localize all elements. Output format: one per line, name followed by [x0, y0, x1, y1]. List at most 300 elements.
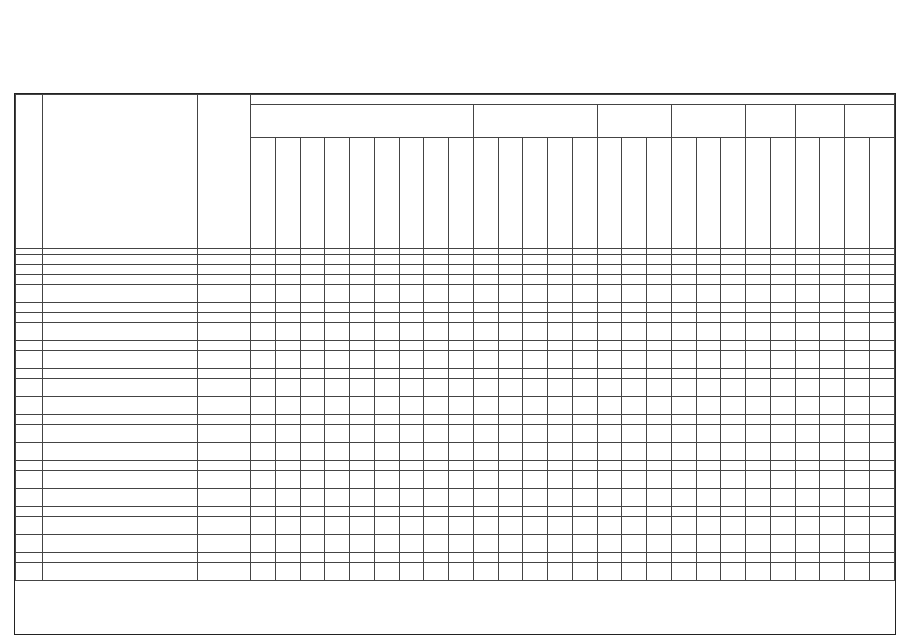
row-value-cell	[424, 313, 449, 323]
row-value-cell	[671, 275, 696, 285]
row-value-cell	[671, 461, 696, 471]
row-value-cell	[845, 415, 870, 425]
row-value-cell	[572, 255, 597, 265]
row-code-cell	[16, 351, 43, 369]
row-value-cell	[523, 265, 548, 275]
row-value-cell	[300, 507, 325, 517]
vertical-header-cell	[795, 138, 820, 249]
row-name-cell	[42, 507, 197, 517]
table-row	[16, 351, 895, 369]
table-row	[16, 415, 895, 425]
row-value-cell	[399, 443, 424, 461]
row-value-cell	[275, 379, 300, 397]
row-id-cell	[197, 415, 251, 425]
row-value-cell	[275, 351, 300, 369]
row-value-cell	[523, 415, 548, 425]
row-value-cell	[275, 553, 300, 563]
row-value-cell	[647, 369, 672, 379]
vertical-header-cell	[374, 138, 399, 249]
vertical-header-cell	[845, 138, 870, 249]
row-value-cell	[424, 507, 449, 517]
row-value-cell	[300, 255, 325, 265]
row-value-cell	[350, 323, 375, 341]
row-value-cell	[350, 341, 375, 351]
row-value-cell	[845, 341, 870, 351]
row-value-cell	[251, 415, 276, 425]
header-cell-group	[16, 95, 43, 249]
row-value-cell	[449, 397, 474, 415]
row-value-cell	[721, 471, 746, 489]
row-id-cell	[197, 341, 251, 351]
document-title-block	[0, 50, 905, 79]
vertical-header-cell	[647, 138, 672, 249]
row-code-cell	[16, 507, 43, 517]
row-value-cell	[572, 351, 597, 369]
row-value-cell	[597, 369, 622, 379]
row-value-cell	[548, 323, 573, 341]
row-value-cell	[696, 507, 721, 517]
row-value-cell	[449, 425, 474, 443]
row-value-cell	[399, 563, 424, 581]
row-name-cell	[42, 369, 197, 379]
table-row	[16, 397, 895, 415]
row-value-cell	[696, 341, 721, 351]
row-value-cell	[251, 303, 276, 313]
row-value-cell	[795, 461, 820, 471]
row-value-cell	[647, 379, 672, 397]
row-value-cell	[820, 275, 845, 285]
row-value-cell	[770, 313, 795, 323]
table-row	[16, 461, 895, 471]
row-value-cell	[300, 341, 325, 351]
row-value-cell	[647, 397, 672, 415]
row-value-cell	[449, 517, 474, 535]
row-value-cell	[671, 553, 696, 563]
row-value-cell	[820, 415, 845, 425]
row-value-cell	[820, 397, 845, 415]
row-value-cell	[498, 489, 523, 507]
group-header	[795, 105, 845, 138]
row-value-cell	[572, 507, 597, 517]
row-value-cell	[597, 425, 622, 443]
row-value-cell	[820, 265, 845, 275]
row-value-cell	[275, 323, 300, 341]
row-value-cell	[622, 275, 647, 285]
row-value-cell	[251, 535, 276, 553]
row-value-cell	[746, 535, 771, 553]
row-value-cell	[325, 553, 350, 563]
row-value-cell	[399, 341, 424, 351]
table-row	[16, 303, 895, 313]
row-value-cell	[869, 275, 894, 285]
row-value-cell	[275, 507, 300, 517]
row-value-cell	[424, 563, 449, 581]
row-code-cell	[16, 415, 43, 425]
row-value-cell	[820, 517, 845, 535]
row-value-cell	[399, 379, 424, 397]
row-value-cell	[498, 379, 523, 397]
row-value-cell	[845, 303, 870, 313]
row-value-cell	[622, 517, 647, 535]
table-row	[16, 425, 895, 443]
row-name-cell	[42, 275, 197, 285]
table-row	[16, 507, 895, 517]
row-value-cell	[548, 275, 573, 285]
row-value-cell	[869, 563, 894, 581]
row-value-cell	[820, 489, 845, 507]
row-value-cell	[597, 351, 622, 369]
row-value-cell	[597, 255, 622, 265]
row-value-cell	[251, 443, 276, 461]
row-value-cell	[325, 415, 350, 425]
row-value-cell	[350, 351, 375, 369]
row-value-cell	[374, 507, 399, 517]
row-name-cell	[42, 285, 197, 303]
row-value-cell	[647, 275, 672, 285]
group-header	[251, 105, 474, 138]
row-value-cell	[597, 341, 622, 351]
row-value-cell	[746, 323, 771, 341]
row-value-cell	[275, 535, 300, 553]
row-value-cell	[325, 563, 350, 581]
group-header	[845, 105, 895, 138]
row-value-cell	[300, 379, 325, 397]
row-value-cell	[696, 303, 721, 313]
row-value-cell	[869, 369, 894, 379]
row-value-cell	[845, 379, 870, 397]
row-value-cell	[696, 313, 721, 323]
row-value-cell	[325, 471, 350, 489]
row-value-cell	[845, 443, 870, 461]
row-value-cell	[350, 275, 375, 285]
row-value-cell	[374, 471, 399, 489]
row-value-cell	[820, 425, 845, 443]
row-value-cell	[572, 313, 597, 323]
row-value-cell	[325, 303, 350, 313]
row-value-cell	[275, 303, 300, 313]
row-value-cell	[820, 507, 845, 517]
row-value-cell	[597, 397, 622, 415]
row-value-cell	[449, 415, 474, 425]
row-value-cell	[770, 341, 795, 351]
row-value-cell	[473, 425, 498, 443]
row-value-cell	[473, 351, 498, 369]
row-value-cell	[473, 379, 498, 397]
row-name-cell	[42, 265, 197, 275]
row-value-cell	[597, 415, 622, 425]
row-id-cell	[197, 313, 251, 323]
row-code-cell	[16, 341, 43, 351]
row-value-cell	[696, 553, 721, 563]
row-value-cell	[325, 443, 350, 461]
row-value-cell	[647, 489, 672, 507]
row-value-cell	[449, 275, 474, 285]
row-value-cell	[721, 369, 746, 379]
row-id-cell	[197, 471, 251, 489]
row-value-cell	[572, 517, 597, 535]
row-value-cell	[473, 489, 498, 507]
vertical-header-cell	[770, 138, 795, 249]
row-value-cell	[622, 507, 647, 517]
row-value-cell	[572, 535, 597, 553]
row-value-cell	[820, 563, 845, 581]
row-value-cell	[597, 265, 622, 275]
row-value-cell	[820, 351, 845, 369]
table-row	[16, 535, 895, 553]
row-value-cell	[424, 369, 449, 379]
row-value-cell	[449, 285, 474, 303]
row-value-cell	[770, 563, 795, 581]
row-value-cell	[597, 489, 622, 507]
row-value-cell	[795, 563, 820, 581]
row-value-cell	[399, 285, 424, 303]
row-code-cell	[16, 303, 43, 313]
row-value-cell	[350, 303, 375, 313]
row-value-cell	[399, 535, 424, 553]
row-value-cell	[647, 471, 672, 489]
row-value-cell	[770, 303, 795, 313]
row-value-cell	[424, 425, 449, 443]
row-value-cell	[424, 351, 449, 369]
row-value-cell	[548, 369, 573, 379]
row-value-cell	[721, 553, 746, 563]
row-value-cell	[548, 351, 573, 369]
row-value-cell	[622, 415, 647, 425]
row-value-cell	[770, 461, 795, 471]
row-value-cell	[696, 461, 721, 471]
row-value-cell	[251, 341, 276, 351]
row-value-cell	[770, 351, 795, 369]
row-value-cell	[869, 303, 894, 313]
row-value-cell	[597, 535, 622, 553]
row-value-cell	[374, 265, 399, 275]
row-value-cell	[251, 285, 276, 303]
row-code-cell	[16, 285, 43, 303]
row-id-cell	[197, 379, 251, 397]
row-value-cell	[845, 323, 870, 341]
row-code-cell	[16, 397, 43, 415]
vertical-header-cell	[572, 138, 597, 249]
row-value-cell	[696, 379, 721, 397]
group-header	[671, 105, 745, 138]
row-value-cell	[325, 489, 350, 507]
row-code-cell	[16, 369, 43, 379]
row-value-cell	[820, 369, 845, 379]
row-value-cell	[795, 507, 820, 517]
row-id-cell	[197, 443, 251, 461]
row-value-cell	[746, 303, 771, 313]
row-value-cell	[523, 507, 548, 517]
row-value-cell	[869, 397, 894, 415]
row-value-cell	[325, 461, 350, 471]
row-value-cell	[597, 285, 622, 303]
row-value-cell	[548, 255, 573, 265]
row-value-cell	[696, 563, 721, 581]
group-header	[473, 105, 597, 138]
row-value-cell	[746, 341, 771, 351]
row-value-cell	[251, 351, 276, 369]
row-value-cell	[449, 553, 474, 563]
row-value-cell	[795, 471, 820, 489]
row-value-cell	[374, 369, 399, 379]
row-value-cell	[350, 517, 375, 535]
row-value-cell	[498, 535, 523, 553]
row-value-cell	[845, 313, 870, 323]
row-value-cell	[622, 313, 647, 323]
row-value-cell	[325, 255, 350, 265]
row-value-cell	[820, 443, 845, 461]
row-name-cell	[42, 397, 197, 415]
row-value-cell	[523, 471, 548, 489]
row-value-cell	[473, 275, 498, 285]
row-value-cell	[746, 351, 771, 369]
row-value-cell	[251, 275, 276, 285]
row-value-cell	[325, 275, 350, 285]
row-value-cell	[473, 285, 498, 303]
row-value-cell	[795, 517, 820, 535]
row-value-cell	[548, 563, 573, 581]
row-value-cell	[647, 313, 672, 323]
row-value-cell	[399, 303, 424, 313]
row-value-cell	[622, 461, 647, 471]
vertical-header-cell	[671, 138, 696, 249]
row-value-cell	[473, 471, 498, 489]
row-value-cell	[795, 313, 820, 323]
row-value-cell	[795, 397, 820, 415]
row-value-cell	[845, 471, 870, 489]
row-value-cell	[473, 303, 498, 313]
row-id-cell	[197, 507, 251, 517]
row-name-cell	[42, 461, 197, 471]
row-value-cell	[746, 489, 771, 507]
row-value-cell	[374, 461, 399, 471]
table-row	[16, 285, 895, 303]
row-value-cell	[721, 517, 746, 535]
row-value-cell	[721, 563, 746, 581]
table-body	[16, 249, 895, 581]
row-value-cell	[325, 265, 350, 275]
row-value-cell	[548, 507, 573, 517]
row-value-cell	[275, 425, 300, 443]
row-value-cell	[449, 379, 474, 397]
row-value-cell	[671, 303, 696, 313]
row-name-cell	[42, 323, 197, 341]
row-value-cell	[498, 517, 523, 535]
row-value-cell	[300, 415, 325, 425]
row-value-cell	[770, 443, 795, 461]
row-value-cell	[721, 351, 746, 369]
row-value-cell	[251, 313, 276, 323]
row-value-cell	[548, 303, 573, 313]
row-value-cell	[449, 255, 474, 265]
row-value-cell	[820, 303, 845, 313]
row-value-cell	[449, 323, 474, 341]
row-value-cell	[275, 265, 300, 275]
row-value-cell	[721, 285, 746, 303]
row-id-cell	[197, 351, 251, 369]
group-header	[746, 105, 796, 138]
table-row	[16, 255, 895, 265]
row-value-cell	[325, 285, 350, 303]
group-header	[597, 105, 671, 138]
row-value-cell	[721, 313, 746, 323]
row-value-cell	[498, 275, 523, 285]
row-value-cell	[275, 369, 300, 379]
row-value-cell	[449, 489, 474, 507]
row-value-cell	[770, 285, 795, 303]
row-value-cell	[523, 517, 548, 535]
row-value-cell	[523, 313, 548, 323]
row-value-cell	[671, 507, 696, 517]
row-value-cell	[399, 425, 424, 443]
vertical-header-cell	[350, 138, 375, 249]
row-value-cell	[696, 285, 721, 303]
row-value-cell	[721, 415, 746, 425]
row-value-cell	[275, 461, 300, 471]
row-value-cell	[424, 489, 449, 507]
row-value-cell	[251, 425, 276, 443]
row-value-cell	[300, 443, 325, 461]
vertical-header-cell	[449, 138, 474, 249]
row-value-cell	[746, 461, 771, 471]
row-value-cell	[795, 351, 820, 369]
row-value-cell	[374, 489, 399, 507]
row-value-cell	[399, 265, 424, 275]
row-value-cell	[597, 303, 622, 313]
row-value-cell	[498, 265, 523, 275]
table-row	[16, 341, 895, 351]
row-value-cell	[325, 341, 350, 351]
row-value-cell	[869, 341, 894, 351]
row-value-cell	[523, 425, 548, 443]
row-value-cell	[548, 553, 573, 563]
row-value-cell	[572, 415, 597, 425]
row-value-cell	[572, 341, 597, 351]
row-value-cell	[696, 323, 721, 341]
header-cell-id	[197, 95, 251, 249]
row-value-cell	[548, 415, 573, 425]
row-value-cell	[770, 255, 795, 265]
row-value-cell	[424, 535, 449, 553]
row-value-cell	[548, 313, 573, 323]
row-code-cell	[16, 443, 43, 461]
row-value-cell	[869, 443, 894, 461]
row-id-cell	[197, 303, 251, 313]
row-value-cell	[473, 255, 498, 265]
row-value-cell	[770, 369, 795, 379]
row-value-cell	[374, 517, 399, 535]
organization-caption	[0, 74, 905, 79]
row-value-cell	[300, 313, 325, 323]
row-value-cell	[572, 323, 597, 341]
row-value-cell	[374, 285, 399, 303]
row-value-cell	[449, 507, 474, 517]
row-value-cell	[845, 553, 870, 563]
row-value-cell	[399, 255, 424, 265]
header-cell-code	[251, 95, 895, 105]
row-value-cell	[795, 535, 820, 553]
row-code-cell	[16, 563, 43, 581]
row-value-cell	[498, 323, 523, 341]
row-value-cell	[275, 255, 300, 265]
row-value-cell	[498, 471, 523, 489]
row-value-cell	[622, 425, 647, 443]
row-value-cell	[746, 443, 771, 461]
row-value-cell	[473, 507, 498, 517]
row-value-cell	[671, 313, 696, 323]
row-value-cell	[770, 489, 795, 507]
row-value-cell	[572, 489, 597, 507]
